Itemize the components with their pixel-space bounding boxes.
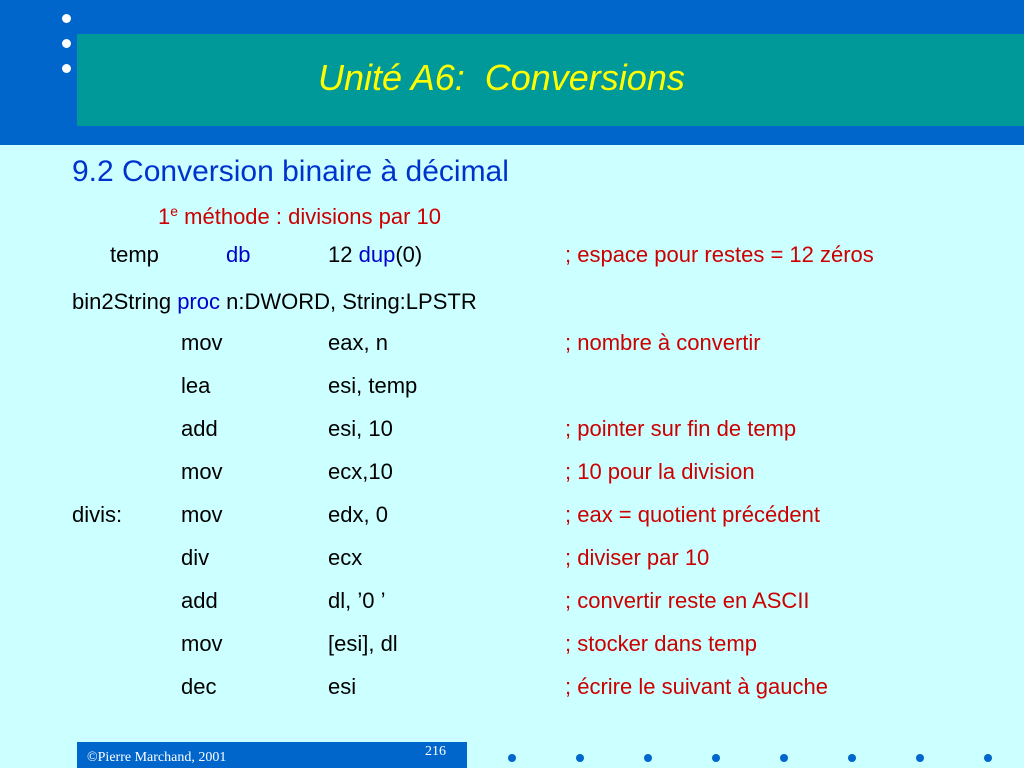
- code-operands: esi: [328, 674, 357, 699]
- temp-declaration: [0, 240, 1024, 270]
- code-comment: ; pointer sur fin de temp: [565, 416, 797, 441]
- code-mnemonic: lea: [181, 373, 211, 398]
- code-comment: ; 10 pour la division: [565, 459, 755, 484]
- page-number: 216: [425, 744, 446, 759]
- code-label: divis:: [72, 502, 123, 527]
- dot-icon: [848, 754, 856, 762]
- copyright-text: ©Pierre Marchand, 2001: [87, 750, 227, 765]
- code-comment: ; eax = quotient précédent: [565, 502, 821, 527]
- code-operands: esi, temp: [328, 373, 418, 398]
- code-line: [0, 629, 1024, 659]
- decl-value: [328, 240, 422, 270]
- decl-comment: ; espace pour restes = 12 zéros: [565, 242, 874, 267]
- code-operands: [esi], dl: [328, 631, 398, 656]
- proc-name: bin2String: [72, 289, 178, 314]
- code-comment: ; stocker dans temp: [565, 631, 757, 656]
- code-operands: ecx,10: [328, 459, 393, 484]
- proc-keyword: proc: [177, 289, 220, 314]
- method-superscript: e: [170, 203, 179, 219]
- code-operands: esi, 10: [328, 416, 393, 441]
- code-operands: edx, 0: [328, 502, 388, 527]
- method-number: 1: [158, 204, 171, 229]
- code-line: [0, 328, 1024, 358]
- proc-params: n:DWORD, String:LPSTR: [219, 289, 477, 314]
- dot-icon: [984, 754, 992, 762]
- code-mnemonic: add: [181, 588, 218, 613]
- code-mnemonic: dec: [181, 674, 217, 699]
- dot-icon: [62, 64, 71, 73]
- dot-icon: [780, 754, 788, 762]
- code-mnemonic: mov: [181, 330, 223, 355]
- method-text: méthode : divisions par 10: [178, 204, 441, 229]
- dot-icon: [576, 754, 584, 762]
- decl-count: 12: [328, 242, 359, 267]
- code-mnemonic: mov: [181, 631, 223, 656]
- dot-icon: [916, 754, 924, 762]
- decl-dup-keyword: dup: [358, 242, 396, 267]
- code-mnemonic: add: [181, 416, 218, 441]
- dot-icon: [712, 754, 720, 762]
- code-mnemonic: div: [181, 545, 210, 570]
- decl-dup-arg: (0): [395, 242, 423, 267]
- code-line: [0, 586, 1024, 616]
- code-mnemonic: mov: [181, 502, 223, 527]
- code-line: [0, 500, 1024, 530]
- footer-bar: [77, 742, 467, 768]
- decl-name: temp: [110, 242, 159, 267]
- code-comment: ; nombre à convertir: [565, 330, 761, 355]
- dot-icon: [508, 754, 516, 762]
- code-operands: dl, ’0 ’: [328, 588, 386, 613]
- dot-icon: [62, 14, 71, 23]
- code-operands: eax, n: [328, 330, 388, 355]
- code-line: [0, 672, 1024, 702]
- code-line: [0, 371, 1024, 401]
- code-comment: ; écrire le suivant à gauche: [565, 674, 828, 699]
- code-comment: ; diviser par 10: [565, 545, 710, 570]
- title-box: [77, 34, 1024, 126]
- code-line: [0, 414, 1024, 444]
- proc-declaration: [0, 287, 1024, 317]
- code-line: [0, 543, 1024, 573]
- code-line: [0, 457, 1024, 487]
- code-operands: ecx: [328, 545, 363, 570]
- slide-title: Unité A6: Conversions: [318, 57, 685, 98]
- code-comment: ; convertir reste en ASCII: [565, 588, 810, 613]
- dot-icon: [644, 754, 652, 762]
- section-heading: 9.2 Conversion binaire à décimal: [72, 155, 509, 188]
- method-subheading: [158, 202, 441, 232]
- dot-icon: [62, 39, 71, 48]
- decl-directive: db: [226, 242, 251, 267]
- proc-line: [72, 287, 477, 317]
- code-mnemonic: mov: [181, 459, 223, 484]
